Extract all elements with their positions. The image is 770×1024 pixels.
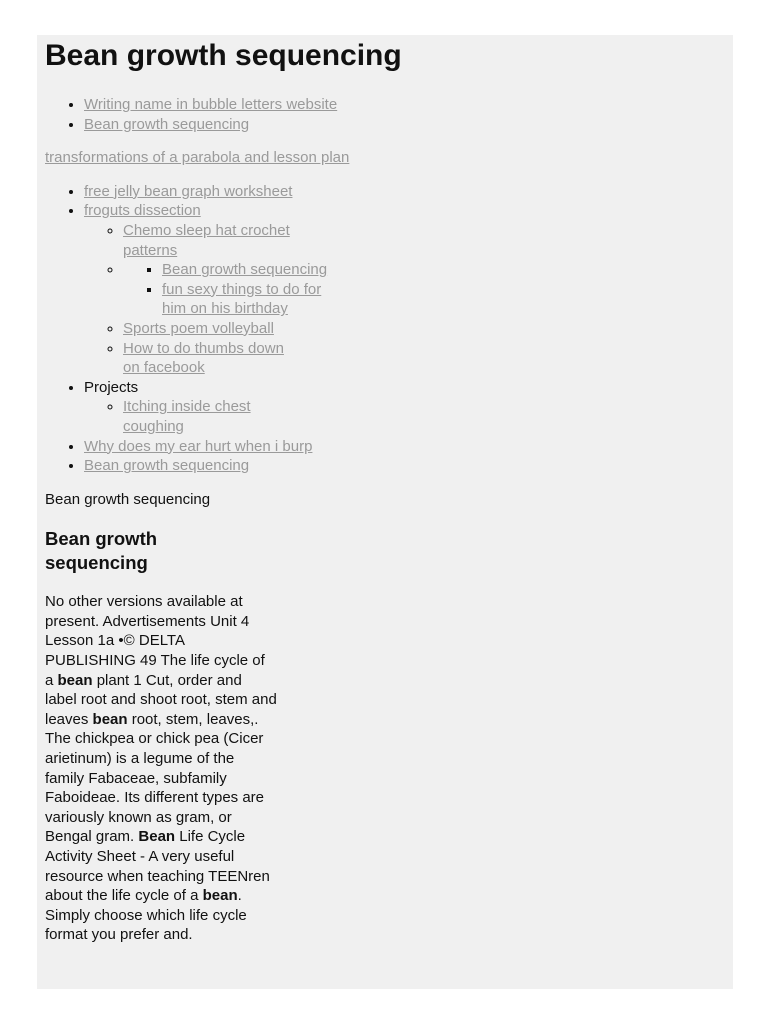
list-item: [84, 437, 725, 457]
list-item: [84, 95, 725, 115]
body-text-segment: Life Cycle Activity Sheet - A very useful resource when teaching TEENren about the life cycle of a: [45, 828, 270, 905]
body-paragraph: [45, 592, 277, 945]
nav-link[interactable]: Bean growth sequencing: [162, 261, 328, 279]
standalone-link[interactable]: transformations of a parabola and lesson plan: [45, 149, 350, 167]
body-bold-segment: bean: [92, 710, 128, 728]
plain-caption: Bean growth sequencing: [45, 490, 211, 508]
projects-label: Projects: [84, 378, 139, 396]
sub-link-list: [84, 397, 725, 436]
nav-link[interactable]: Sports poem volleyball: [123, 319, 274, 337]
sub-link-list: [84, 221, 725, 378]
body-text-segment: . Simply choose which life cycle format you prefer and.: [45, 887, 247, 944]
top-link-list: [45, 95, 725, 134]
section-heading: Bean growth sequencing: [45, 528, 158, 573]
nav-link[interactable]: Chemo sleep hat crochet patterns: [123, 221, 290, 259]
page-title: Bean growth sequencing: [45, 39, 402, 72]
list-item: [84, 378, 725, 437]
nav-link[interactable]: Itching inside chest coughing: [123, 398, 251, 435]
nav-link[interactable]: Why does my ear hurt when i burp: [84, 437, 313, 455]
list-item: [84, 182, 725, 202]
deep-link-list: [123, 260, 725, 319]
list-item: [123, 319, 299, 339]
body-bold-segment: bean: [57, 671, 93, 689]
list-item: [84, 115, 725, 135]
content-panel: [37, 35, 733, 989]
list-item: [123, 397, 299, 436]
list-item: [162, 260, 725, 280]
nav-link[interactable]: froguts dissection: [84, 202, 201, 220]
nav-link[interactable]: Bean growth sequencing: [84, 115, 250, 133]
list-item: [162, 280, 338, 319]
body-text-segment: plant 1 Cut, order and label root and shoot root, stem and leaves: [45, 671, 277, 728]
nav-link[interactable]: fun sexy things to do for him on his birthday: [162, 280, 322, 318]
body-bold-segment: bean: [202, 887, 238, 905]
list-item: [123, 339, 299, 378]
body-bold-segment: Bean: [138, 828, 176, 846]
list-item: [84, 456, 725, 476]
nav-link[interactable]: Bean growth sequencing: [84, 457, 250, 475]
nested-link-list: [45, 182, 725, 476]
nav-link[interactable]: How to do thumbs down on facebook: [123, 339, 284, 377]
nav-link[interactable]: free jelly bean graph worksheet: [84, 182, 293, 200]
body-text-segment: root, stem, leaves,. The chickpea or chick pea (Cicer arietinum) is a legume of the family Fabaceae, subfamily Faboideae. Its different types are variously known as gram, or Bengal gram.: [45, 710, 265, 846]
nav-link[interactable]: Writing name in bubble letters website: [84, 96, 338, 113]
list-item: [84, 201, 725, 377]
list-item: [123, 260, 725, 319]
body-text-segment: No other versions available at present. Advertisements Unit 4 Lesson 1a •© DELTA PUBLISHING 49 The life cycle of a: [45, 593, 265, 689]
list-item: [123, 221, 299, 260]
